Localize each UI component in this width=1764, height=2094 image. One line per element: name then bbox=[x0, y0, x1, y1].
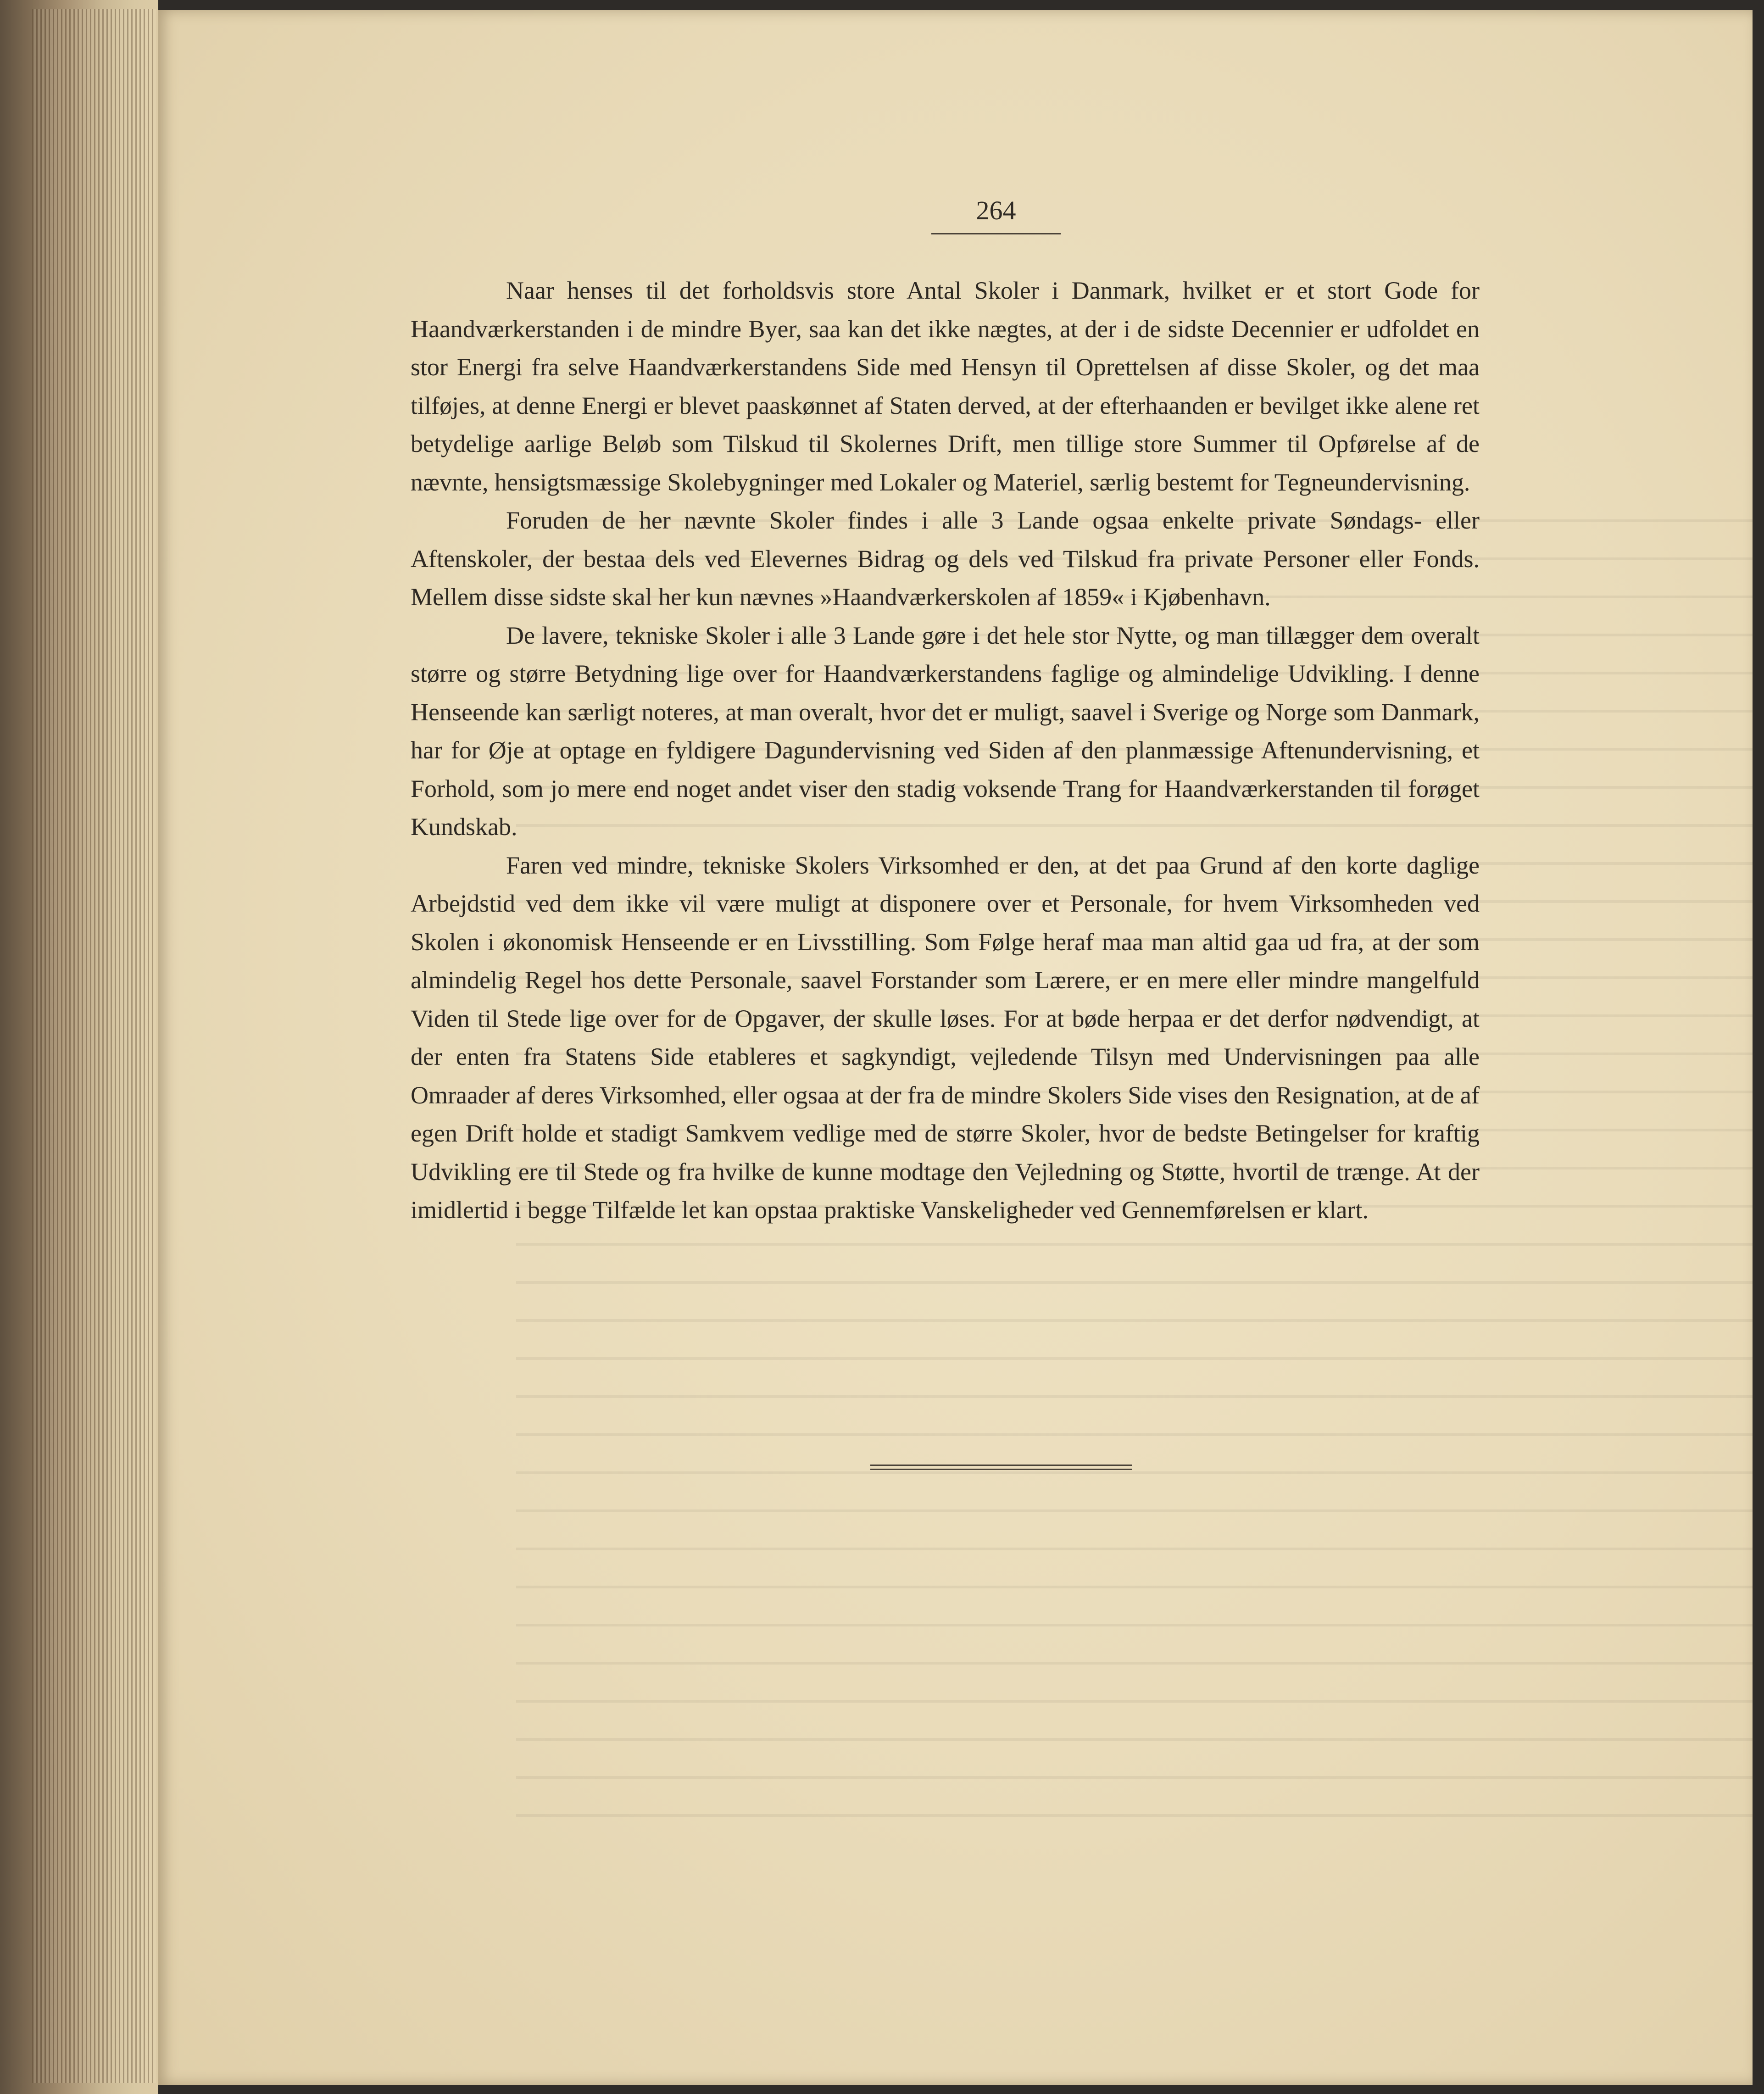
paragraph: De lavere, tekniske Skoler i alle 3 Lande gøre i det hele stor Nytte, og man tillægger dem overalt større og større Betydning lige over for Haandværkerstandens faglige og almindelige Udvikling. I denne Henseende kan særligt noteres, at man overalt, hvor det er muligt, saavel i Sverige og Norge som Danmark, har for Øje at optage en fyldigere Dagundervisning ved Siden af den planmæssige Aftenundervisning, et Forhold, som jo mere end noget andet viser den stadig voksende Trang for Haandværkerstanden til forøget Kundskab. bbox=[411, 621, 1480, 841]
paragraph: Naar henses til det forholdsvis store Antal Skoler i Danmark, hvilket er et stort Gode for Haandværkerstanden i de mindre Byer, saa kan det ikke nægtes, at der i de sidste Decennier er udfoldet en stor Energi fra selve Haandværkerstandens Side med Hensyn til Oprettelsen af disse Skoler, og det maa tilføjes, at denne Energi er blevet paaskønnet af Staten derved, at der efterhaanden er bevilget ikke alene ret betydelige aarlige Beløb som Tilskud til Skolernes Drift, men tillige store Summer til Opførelse af de nævnte, hensigtsmæssige Skolebygninger med Lokaler og Materiel, særlig bestemt for Tegneundervisning. bbox=[411, 277, 1480, 496]
page-header bbox=[931, 197, 1061, 234]
rule-line-bottom bbox=[870, 1469, 1132, 1470]
body-text bbox=[411, 272, 1480, 1230]
book-page-edges bbox=[0, 0, 158, 2094]
page-number: 264 bbox=[976, 195, 1016, 225]
paragraph: Foruden de her nævnte Skoler findes i alle 3 Lande ogsaa enkelte private Søndags- eller Aftenskoler, der bestaa dels ved Elevernes Bidrag og dels ved Tilskud fra private Personer eller Fonds. Mellem disse sidste skal her kun nævnes »Haandværkerskolen af 1859« i Kjøbenhavn. bbox=[411, 507, 1480, 611]
paragraph: Faren ved mindre, tekniske Skolers Virksomhed er den, at det paa Grund af den korte daglige Arbejdstid ved dem ikke vil være muligt at disponere over et Personale, for hvem Virksomheden ved Skolen i økonomisk Henseende er en Livsstilling. Som Følge heraf maa man altid gaa ud fra, at der som almindelig Regel hos dette Personale, saavel Forstander som Lærere, er en mere eller mindre mangelfuld Viden til Stede lige over for de Opgaver, der skulle løses. For at bøde herpaa er det derfor nødvendigt, at der enten fra Statens Side etableres et sagkyndigt, vejledende Tilsyn med Undervisningen paa alle Omraader af deres Virksomhed, eller ogsaa at der fra de mindre Skolers Side vises den Resignation, at de af egen Drift holde et stadigt Samkvem vedlige med de større Skoler, hvor de bedste Betingelser for kraftig Udvikling ere til Stede og fra hvilke de kunne modtage den Vejledning og Støtte, hvortil de trænge. At der imidlertid i begge Tilfælde let kan opstaa praktiske Vanskeligheder ved Gennemførelsen er klart. bbox=[411, 851, 1480, 1224]
rule-line-top bbox=[870, 1465, 1132, 1466]
section-end-rule bbox=[870, 1465, 1132, 1471]
page-number-underline bbox=[931, 233, 1061, 234]
